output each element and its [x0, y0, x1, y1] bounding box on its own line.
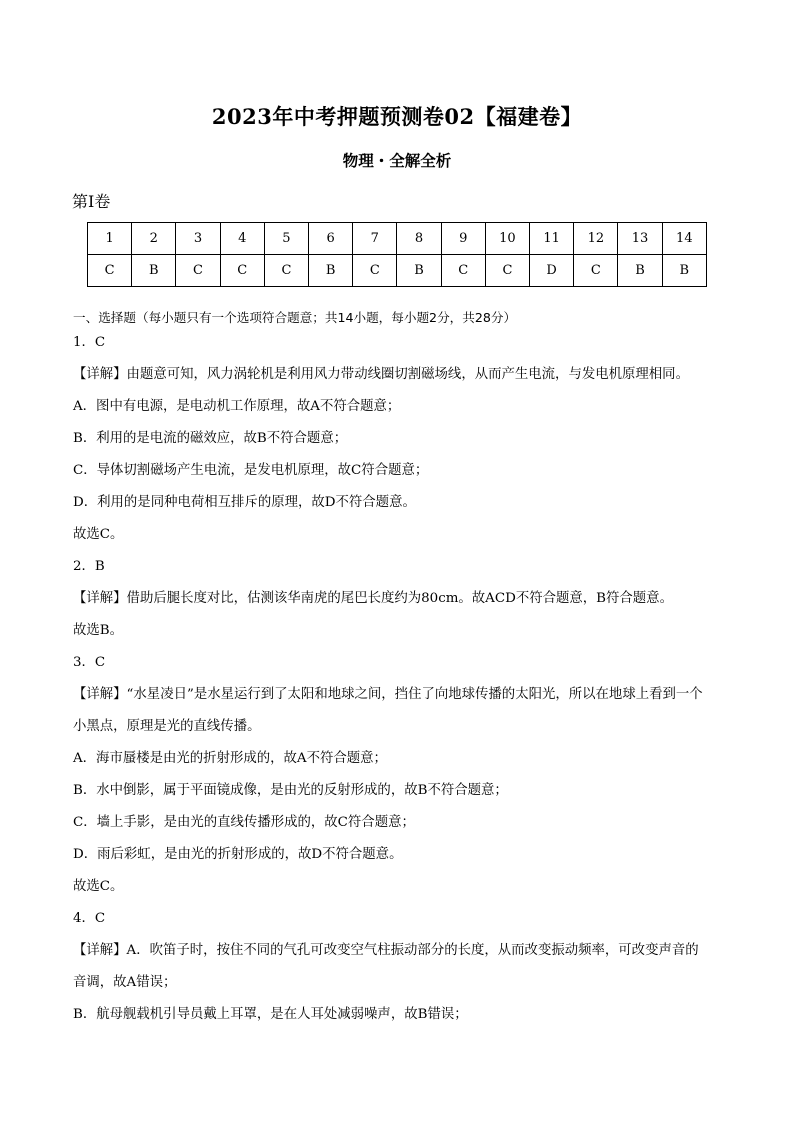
- answer-cell: B: [618, 255, 662, 287]
- answer-cell: C: [441, 255, 485, 287]
- option-line: A．图中有电源，是电动机工作原理，故A不符合题意；: [73, 399, 401, 414]
- option-line: B．水中倒影，属于平面镜成像，是由光的反射形成的，故B不符合题意；: [73, 783, 508, 798]
- question-number-cell: 11: [530, 223, 574, 255]
- answer-table-number-row: [88, 223, 707, 255]
- conclusion-line: 故选B。: [73, 623, 124, 638]
- explanation-line: 【详解】由题意可知，风力涡轮机是利用风力带动线圈切割磁场线，从而产生电流，与发电机原理相同。: [73, 367, 689, 382]
- conclusion-line: 故选C。: [73, 527, 124, 542]
- answer-number: 2．B: [73, 559, 105, 574]
- answer-cell: C: [574, 255, 618, 287]
- answer-number: 1．C: [73, 335, 106, 350]
- question-number-cell: 10: [485, 223, 529, 255]
- option-line: C．导体切割磁场产生电流，是发电机原理，故C符合题意；: [73, 463, 429, 478]
- explanation-line: 【详解】借助后腿长度对比，估测该华南虎的尾巴长度约为80cm。故ACD不符合题意，B符合题意。: [73, 591, 673, 606]
- answer-cell: C: [88, 255, 132, 287]
- question-number-cell: 6: [309, 223, 353, 255]
- page-subtitle: 物理・全解全析: [342, 152, 452, 170]
- volume-label: 第Ⅰ卷: [72, 192, 111, 211]
- question-number-cell: 3: [176, 223, 220, 255]
- answer-cell: C: [176, 255, 220, 287]
- answer-cell: B: [397, 255, 441, 287]
- option-line: B．利用的是电流的磁效应，故B不符合题意；: [73, 431, 348, 446]
- question-number-cell: 13: [618, 223, 662, 255]
- question-number-cell: 8: [397, 223, 441, 255]
- question-number-cell: 2: [132, 223, 176, 255]
- explanation-line: 音调，故A错误；: [73, 975, 177, 990]
- page-title: 2023年中考押题预测卷02【福建卷】: [211, 104, 583, 129]
- answer-cell: B: [309, 255, 353, 287]
- answer-number: 4．C: [73, 911, 106, 926]
- question-number-cell: 4: [220, 223, 264, 255]
- question-number-cell: 1: [88, 223, 132, 255]
- answer-cell: B: [662, 255, 706, 287]
- question-number-cell: 12: [574, 223, 618, 255]
- question-number-cell: 9: [441, 223, 485, 255]
- answer-cell: C: [220, 255, 264, 287]
- question-number-cell: 14: [662, 223, 706, 255]
- answer-number: 3．C: [73, 655, 106, 670]
- answer-table: [87, 222, 707, 287]
- answer-cell: C: [264, 255, 308, 287]
- option-line: D．利用的是同种电荷相互排斥的原理，故D不符合题意。: [73, 495, 416, 510]
- section-heading: 一、选择题（每小题只有一个选项符合题意；共14小题，每小题2分，共28分）: [73, 310, 517, 325]
- option-line: B．航母舰载机引导员戴上耳罩，是在人耳处减弱噪声，故B错误；: [73, 1007, 468, 1022]
- option-line: C．墙上手影，是由光的直线传播形成的，故C符合题意；: [73, 815, 415, 830]
- answer-cell: C: [353, 255, 397, 287]
- explanation-line: 【详解】“水星凌日”是水星运行到了太阳和地球之间，挡住了向地球传播的太阳光，所以在地球上看到一个: [73, 687, 703, 702]
- option-line: A．海市蜃楼是由光的折射形成的，故A不符合题意；: [73, 751, 387, 766]
- answer-cell: D: [530, 255, 574, 287]
- option-line: D．雨后彩虹，是由光的折射形成的，故D不符合题意。: [73, 847, 403, 862]
- question-number-cell: 5: [264, 223, 308, 255]
- explanation-line: 小黑点，原理是光的直线传播。: [73, 719, 261, 734]
- answer-table-answer-row: [88, 255, 707, 287]
- question-number-cell: 7: [353, 223, 397, 255]
- explanation-line: 【详解】A．吹笛子时，按住不同的气孔可改变空气柱振动部分的长度，从而改变振动频率，可改变声音的: [73, 943, 699, 958]
- answer-cell: C: [485, 255, 529, 287]
- answer-cell: B: [132, 255, 176, 287]
- conclusion-line: 故选C。: [73, 879, 124, 894]
